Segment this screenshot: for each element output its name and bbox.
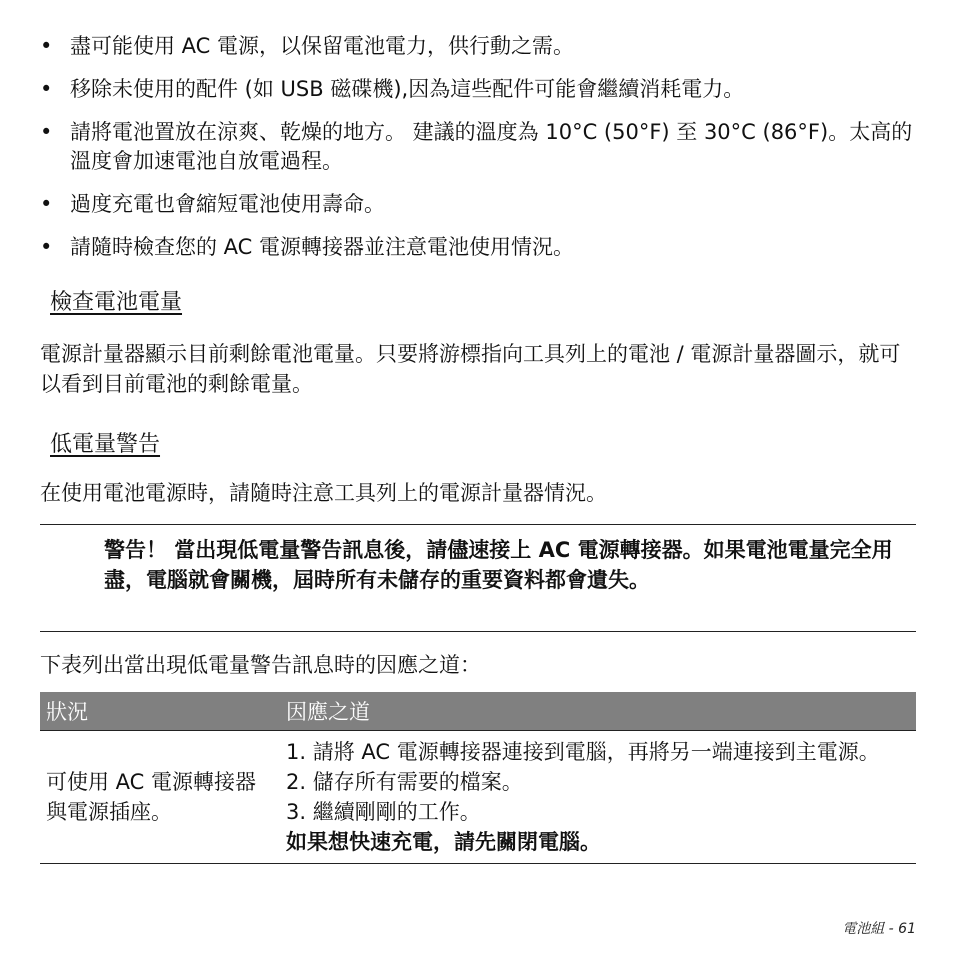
list-item: • 過度充電也會縮短電池使用壽命。 bbox=[40, 190, 920, 219]
action-step: 2. 儲存所有需要的檔案。 bbox=[286, 770, 523, 794]
section-body-low-battery: 在使用電池電源時，請隨時注意工具列上的電源計量器情況。 bbox=[40, 481, 607, 505]
bullet-icon: • bbox=[40, 34, 53, 58]
list-item: • 移除未使用的配件 (如 USB 磁碟機),因為這些配件可能會繼續消耗電力。 bbox=[40, 75, 920, 104]
list-item: • 請隨時檢查您的 AC 電源轉接器並注意電池使用情況。 bbox=[40, 233, 920, 262]
table-header-row bbox=[40, 692, 916, 731]
bullet-icon: • bbox=[40, 192, 53, 216]
action-step: 1. 請將 AC 電源轉接器連接到電腦，再將另一端連接到主電源。 bbox=[286, 740, 880, 764]
section-heading-low-battery: 低電量警告 bbox=[50, 432, 161, 457]
action-note: 如果想快速充電，請先關閉電腦。 bbox=[286, 830, 601, 854]
warning-text: 警告！ 當出現低電量警告訊息後，請儘速接上 AC 電源轉接器。如果電池電量完全用盡，電腦就會關機，屆時所有未儲存的重要資料都會遺失。 bbox=[104, 538, 893, 592]
response-table bbox=[40, 692, 916, 864]
action-cell bbox=[280, 731, 916, 864]
table-header-action: 因應之道 bbox=[280, 692, 916, 731]
bullet-icon: • bbox=[40, 235, 53, 259]
section-body-check-battery: 電源計量器顯示目前剩餘電池電量。只要將游標指向工具列上的電池 / 電源計量器圖示，就可以看到目前電池的剩餘電量。 bbox=[40, 342, 901, 396]
table-intro: 下表列出當出現低電量警告訊息時的因應之道： bbox=[40, 653, 481, 677]
table-header-condition: 狀況 bbox=[40, 692, 280, 731]
table-row bbox=[40, 731, 916, 864]
warning-box bbox=[40, 524, 916, 632]
tips-list bbox=[40, 32, 920, 276]
list-item: • 盡可能使用 AC 電源，以保留電池電力，供行動之需。 bbox=[40, 32, 920, 61]
list-item: • 請將電池置放在涼爽、乾燥的地方。 建議的溫度為 10°C (50°F) 至 30°C (86°F)。太高的溫度會加速電池自放電過程。 bbox=[40, 120, 913, 173]
condition-cell: 可使用 AC 電源轉接器與電源插座。 bbox=[40, 731, 280, 864]
action-step: 3. 繼續剛剛的工作。 bbox=[286, 800, 481, 824]
bullet-icon: • bbox=[40, 77, 53, 101]
bullet-icon: • bbox=[40, 120, 53, 144]
section-heading-check-battery: 檢查電池電量 bbox=[50, 290, 183, 315]
page-footer: 電池組 - 61 bbox=[842, 921, 916, 937]
